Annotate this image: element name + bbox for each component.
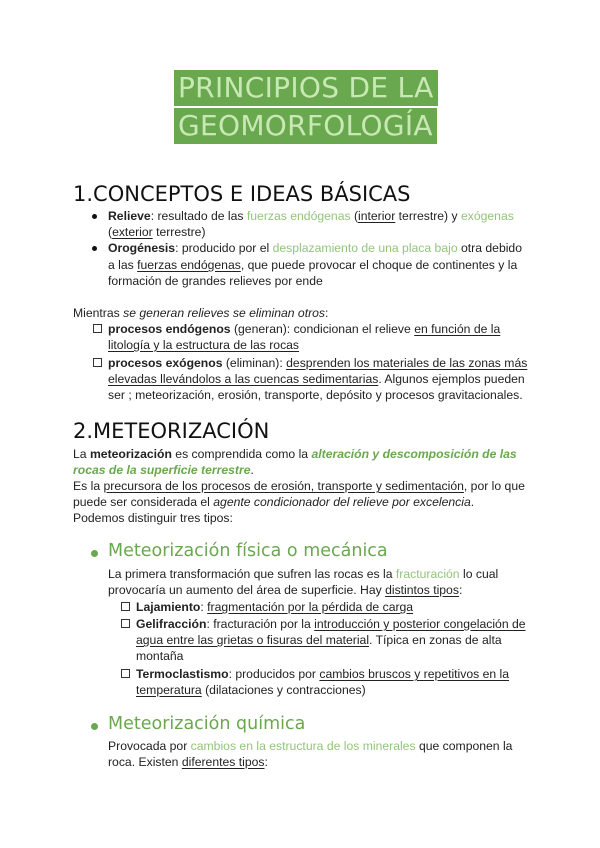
section-2-heading: 2.METEORIZACIÓN xyxy=(73,419,270,443)
gelifraccion-line-1: Gelifracción: fracturación por la introducción y posterior congelación de xyxy=(136,617,526,631)
quimica-heading: Meteorización química xyxy=(108,714,306,734)
fisica-desc-line-2: provocaría un aumento del área de superficie. Hay distintos tipos: xyxy=(108,583,463,597)
exogenos-line-3: ser ; meteorización, erosión, transporte, depósito y procesos gravitacionales. xyxy=(108,388,523,402)
meteorizacion-def-line-2: rocas de la superficie terrestre. xyxy=(73,463,254,477)
gelifraccion-line-3: montaña xyxy=(136,649,184,663)
orogenesis-line-3: formación de grandes relieves por ende xyxy=(108,274,323,288)
tipos-intro: Podemos distinguir tres tipos: xyxy=(73,511,233,525)
lajamiento-item: Lajamiento: fragmentación por la pérdida de carga xyxy=(136,600,414,614)
checkbox[interactable] xyxy=(93,358,102,367)
meteorizacion-def-line-1: La meteorización es comprendida como la alteración y descomposición de las xyxy=(73,447,517,461)
fisica-desc-line-1: La primera transformación que sufren las rocas es la fracturación lo cual xyxy=(108,567,499,581)
fisica-heading: Meteorización física o mecánica xyxy=(108,541,388,561)
relieve-line-2: (exterior terrestre) xyxy=(108,225,206,239)
quimica-desc-line-2: roca. Existen diferentes tipos: xyxy=(108,755,268,769)
checkbox[interactable] xyxy=(93,324,102,333)
document-title xyxy=(174,70,434,146)
exogenos-line-1: procesos exógenos (eliminan): desprenden los materiales de las zonas más xyxy=(108,356,528,370)
relieve-line-1: Relieve: resultado de las fuerzas endógenas (interior terrestre) y exógenas xyxy=(108,209,514,223)
title-line-1: PRINCIPIOS DE LA xyxy=(174,70,438,106)
endogenos-line-1: procesos endógenos (generan): condicionan el relieve en función de la xyxy=(108,322,501,336)
endogenos-line-2: litología y la estructura de las rocas xyxy=(108,338,300,352)
checkbox[interactable] xyxy=(121,619,130,628)
green-bullet-dot xyxy=(91,550,98,557)
section-1-heading: 1.CONCEPTOS E IDEAS BÁSICAS xyxy=(73,182,411,206)
termoclastismo-line-1: Termoclastismo: producidos por cambios bruscos y repetitivos en la xyxy=(136,667,510,681)
exogenos-line-2: elevadas llevándolos a las cuencas sedimentarias. Algunos ejemplos pueden xyxy=(108,372,525,386)
precursora-line-2: puede ser considerada el agente condicionador del relieve por excelencia. xyxy=(73,495,475,509)
orogenesis-line-2: a las fuerzas endógenas, que puede provocar el choque de continentes y la xyxy=(108,258,518,272)
checkbox[interactable] xyxy=(121,669,130,678)
checkbox[interactable] xyxy=(121,602,130,611)
green-bullet-dot xyxy=(91,723,98,730)
termoclastismo-line-2: temperatura (dilataciones y contracciones) xyxy=(136,683,366,697)
bullet-dot xyxy=(92,214,97,219)
mientras-paragraph: Mientras se generan relieves se eliminan otros: xyxy=(73,306,329,320)
gelifraccion-line-2: agua entre las grietas o fisuras del material. Típica en zonas de alta xyxy=(136,633,502,647)
orogenesis-line-1: Orogénesis: producido por el desplazamiento de una placa bajo otra debido xyxy=(108,241,522,255)
title-line-2: GEOMORFOLOGÍA xyxy=(174,108,437,144)
precursora-line-1: Es la precursora de los procesos de erosión, transporte y sedimentación, por lo que xyxy=(73,479,525,493)
bullet-dot xyxy=(92,246,97,251)
quimica-desc-line-1: Provocada por cambios en la estructura de los minerales que componen la xyxy=(108,739,513,753)
